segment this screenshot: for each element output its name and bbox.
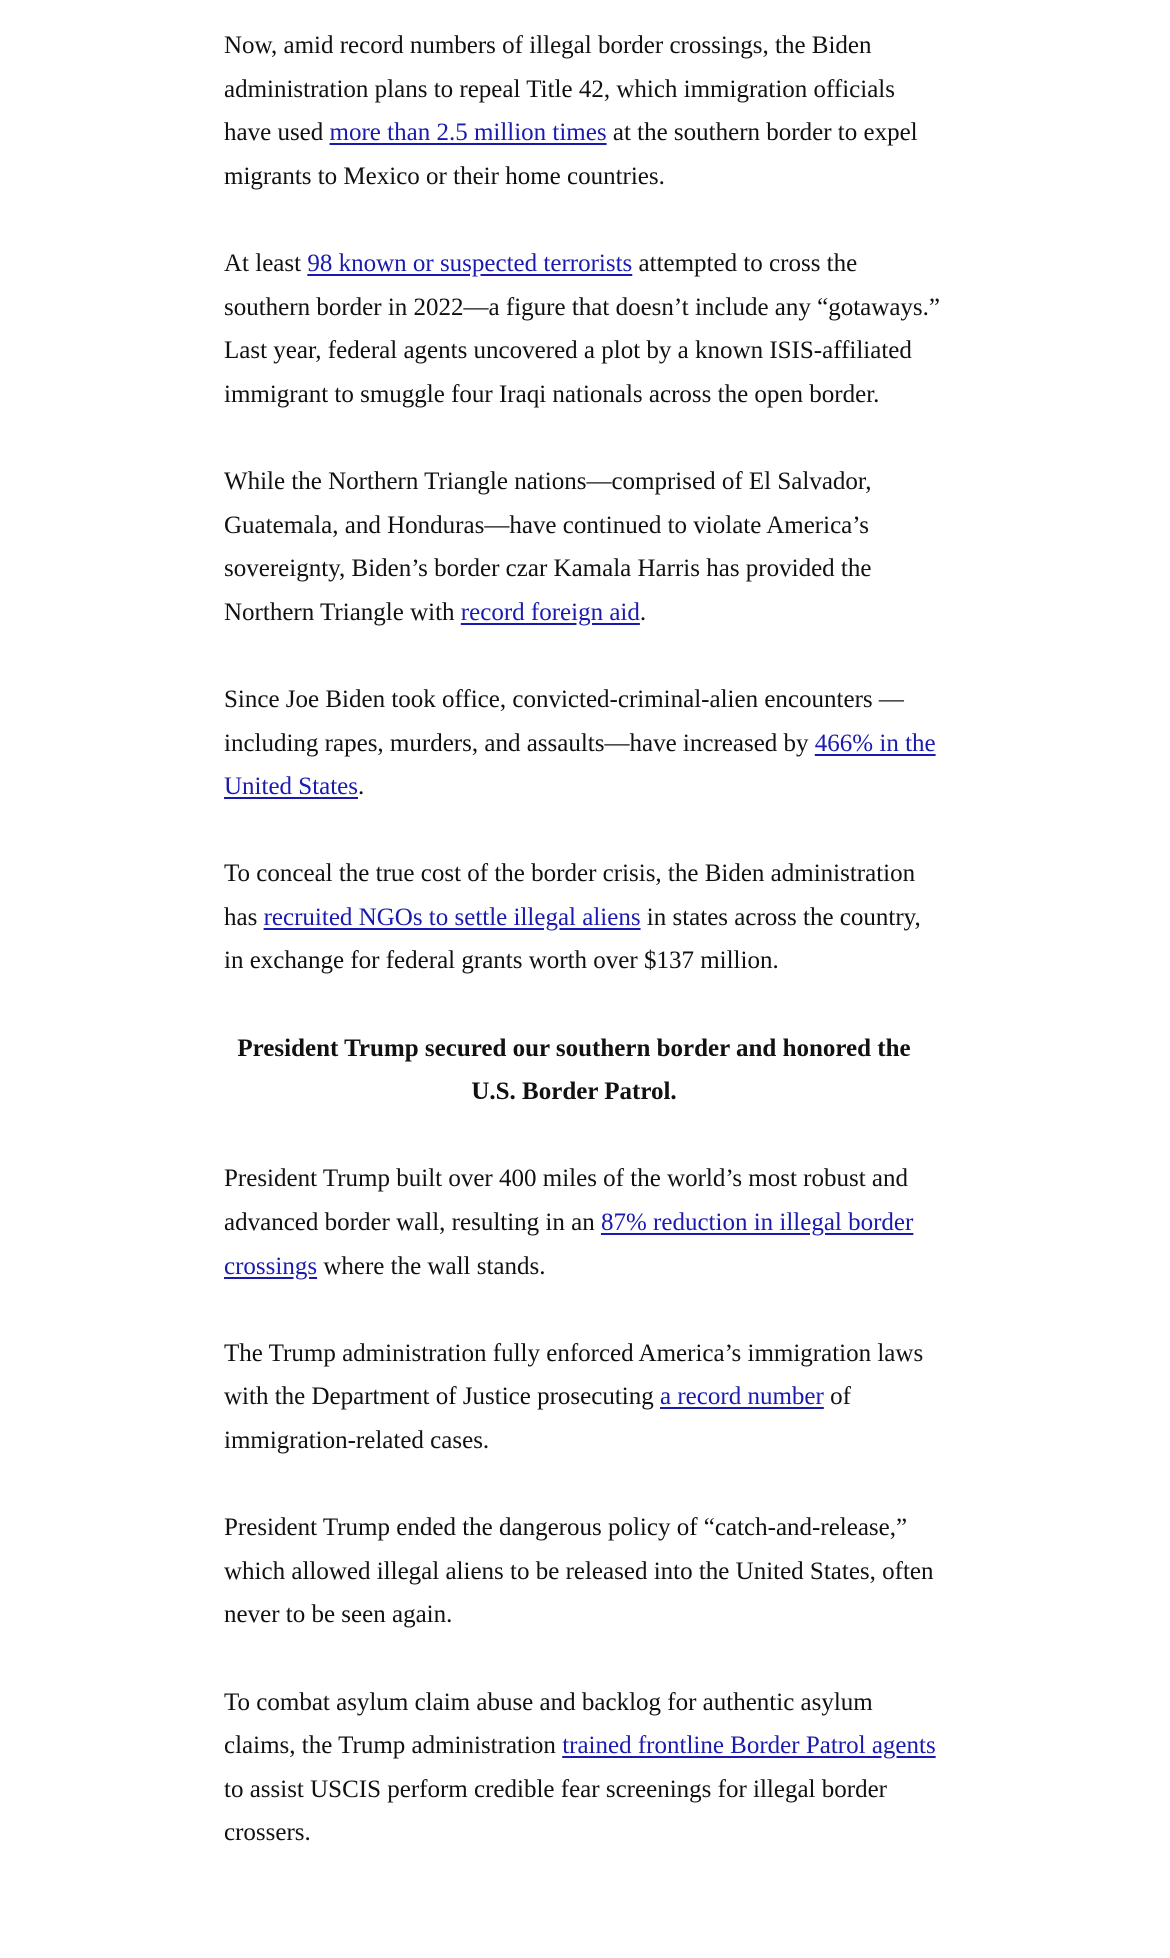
link-record-foreign-aid[interactable]: record foreign aid [460, 598, 640, 626]
link-trained-border-patrol-agents[interactable]: trained frontline Border Patrol agents [562, 1732, 936, 1760]
paragraph-ngos: To conceal the true cost of the border crisis, the Biden administration has recruited NGOs to settle illegal aliens in states across the country, in exchange for federal grants worth over $137 million. [224, 860, 921, 975]
link-466-percent[interactable]: 466% in the United States [224, 729, 936, 801]
paragraph-title-42: Now, amid record numbers of illegal border crossings, the Biden administration plans to repeal Title 42, which immigration officials have used more than 2.5 million times at the southern border to expel migrants to Mexico or their home countries. [224, 32, 918, 190]
paragraph-criminal-alien-encounters: Since Joe Biden took office, convicted-criminal-alien encounters —including rapes, murders, and assaults—have increased by 466% in the United States. [224, 685, 936, 801]
link-recruited-ngos[interactable]: recruited NGOs to settle illegal aliens [263, 903, 641, 931]
link-87-percent-reduction[interactable]: 87% reduction in illegal border crossings [224, 1209, 914, 1280]
paragraph-catch-and-release: President Trump ended the dangerous policy of “catch-and-release,” which allowed illegal aliens to be released into the United States, often never to be seen again. [224, 1514, 934, 1629]
paragraph-asylum-screening: To combat asylum claim abuse and backlog for authentic asylum claims, the Trump administration trained frontline Border Patrol agents to assist USCIS perform credible fear screenings for illegal border crossers. [224, 1688, 936, 1847]
link-known-terrorists[interactable]: 98 known or suspected terrorists [307, 249, 633, 277]
paragraph-terrorists: At least 98 known or suspected terrorists attempted to cross the southern border in 2022—a figure that doesn’t include any “gotaways.” Last year, federal agents uncovered a plot by a known ISIS-affiliated immigrant to smuggle four Iraqi nationals across the open border. [224, 249, 941, 408]
paragraph-border-wall: President Trump built over 400 miles of the world’s most robust and advanced border wall, resulting in an 87% reduction in illegal border crossings where the wall stands. [224, 1165, 914, 1280]
article-body [224, 24, 944, 1899]
paragraph-doj-prosecutions: The Trump administration fully enforced America’s immigration laws with the Department of Justice prosecuting a record number of immigration-related cases. [224, 1339, 924, 1454]
link-record-number[interactable]: a record number [660, 1383, 824, 1411]
section-heading: President Trump secured our southern border and honored the U.S. Border Patrol. [237, 1034, 911, 1106]
link-2-5-million-times[interactable]: more than 2.5 million times [329, 119, 607, 147]
paragraph-northern-triangle: While the Northern Triangle nations—comprised of El Salvador, Guatemala, and Honduras—have continued to violate America’s sovereignty, Biden’s border czar Kamala Harris has provided the Northern Triangle with record foreign aid. [224, 467, 872, 626]
